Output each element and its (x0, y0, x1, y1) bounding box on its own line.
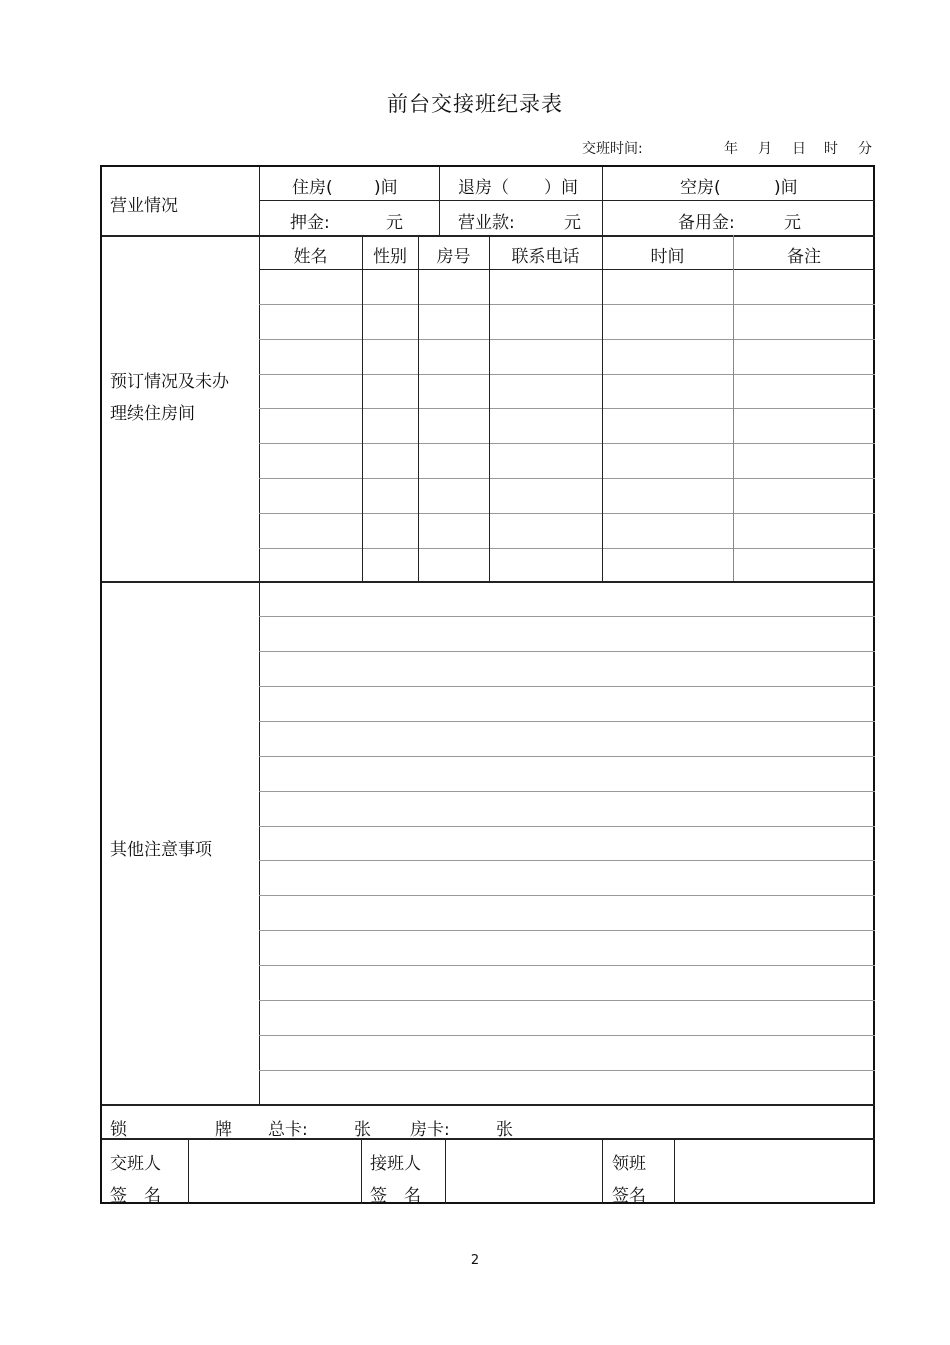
col-header-name: 姓名 (293, 247, 328, 267)
occupied-rooms-right: )间 (374, 178, 398, 198)
vacant-rooms-right: )间 (774, 178, 798, 198)
reservation-label-line2: 理续住房间 (110, 404, 195, 424)
reservation-row-line (259, 443, 875, 444)
signature-divider (188, 1138, 189, 1204)
notes-line (259, 826, 875, 827)
page-number: 2 (470, 1253, 480, 1268)
reservation-row-line (259, 304, 875, 305)
notes-line (259, 1070, 875, 1071)
notes-section-bottom (102, 1104, 875, 1106)
revenue-unit: 元 (564, 213, 581, 233)
reservation-label-line1: 预订情况及未办 (110, 372, 229, 392)
keys-label-left: 锁 (110, 1120, 127, 1140)
shift-time-label: 交班时间: (582, 141, 643, 157)
reservation-row-line (259, 339, 875, 340)
reservation-row-line (259, 478, 875, 479)
reservation-row-line (259, 548, 875, 549)
notes-line (259, 686, 875, 687)
reservation-row-line (259, 374, 875, 375)
shift-time-day: 日 (792, 141, 806, 157)
deposit-label: 押金: (290, 213, 330, 233)
reservation-header-bottom (259, 269, 875, 270)
keys-label-right: 牌 (215, 1120, 232, 1140)
notes-label: 其他注意事项 (110, 840, 212, 860)
business-divider-1 (439, 167, 440, 235)
checkout-rooms-right: ）间 (544, 178, 578, 198)
col-header-phone: 联系电话 (511, 247, 580, 267)
handover-signature-label-line2: 签 名 (110, 1186, 161, 1206)
shift-time-year: 年 (724, 141, 738, 157)
handover-signature-label-line1: 交班人 (110, 1154, 161, 1174)
signature-divider (361, 1138, 362, 1204)
vacant-rooms-left: 空房( (680, 178, 721, 198)
leader-signature-label-line2: 签名 (612, 1186, 646, 1206)
signature-divider (445, 1138, 446, 1204)
notes-line (259, 756, 875, 757)
reservation-col-divider (489, 235, 490, 581)
reservation-col-divider (733, 235, 734, 581)
shift-time-line (582, 138, 882, 158)
occupied-rooms-left: 住房( (292, 178, 333, 198)
master-card-unit: 张 (354, 1120, 371, 1140)
notes-line (259, 791, 875, 792)
business-divider-2 (602, 167, 603, 235)
reservation-col-divider (418, 235, 419, 581)
signature-divider (674, 1138, 675, 1204)
notes-line (259, 965, 875, 966)
col-header-remarks: 备注 (787, 247, 821, 267)
page-title: 前台交接班纪录表 (387, 92, 563, 116)
master-card-label: 总卡: (268, 1120, 308, 1140)
business-row-divider (259, 200, 875, 201)
room-card-unit: 张 (496, 1120, 513, 1140)
notes-line (259, 1035, 875, 1036)
reserve-fund-unit: 元 (784, 213, 801, 233)
col-header-gender: 性别 (373, 247, 407, 267)
checkout-rooms-left: 退房（ (458, 178, 509, 198)
notes-line (259, 930, 875, 931)
notes-line (259, 895, 875, 896)
shift-time-minute: 分 (858, 141, 872, 157)
reservation-row-line (259, 408, 875, 409)
receiver-signature-label-line2: 签 名 (370, 1186, 421, 1206)
keys-section-bottom (102, 1138, 875, 1140)
room-card-label: 房卡: (410, 1120, 450, 1140)
deposit-unit: 元 (386, 213, 403, 233)
handover-form (100, 165, 875, 1204)
signature-divider (602, 1138, 603, 1204)
reservation-col-divider (602, 235, 603, 581)
col-header-room-number: 房号 (436, 247, 471, 267)
leader-signature-label-line1: 领班 (612, 1154, 646, 1174)
reserve-fund-label: 备用金: (678, 213, 735, 233)
notes-line (259, 616, 875, 617)
shift-time-hour: 时 (824, 141, 838, 157)
shift-time-month: 月 (758, 141, 772, 157)
reservation-section-bottom (102, 581, 875, 583)
reservation-row-line (259, 513, 875, 514)
notes-line (259, 1000, 875, 1001)
reservation-col-divider (362, 235, 363, 581)
col-header-time: 时间 (650, 247, 685, 267)
business-label: 营业情况 (110, 196, 178, 216)
notes-line (259, 651, 875, 652)
receiver-signature-label-line1: 接班人 (370, 1154, 421, 1174)
revenue-label: 营业款: (458, 213, 515, 233)
notes-line (259, 721, 875, 722)
notes-line (259, 860, 875, 861)
